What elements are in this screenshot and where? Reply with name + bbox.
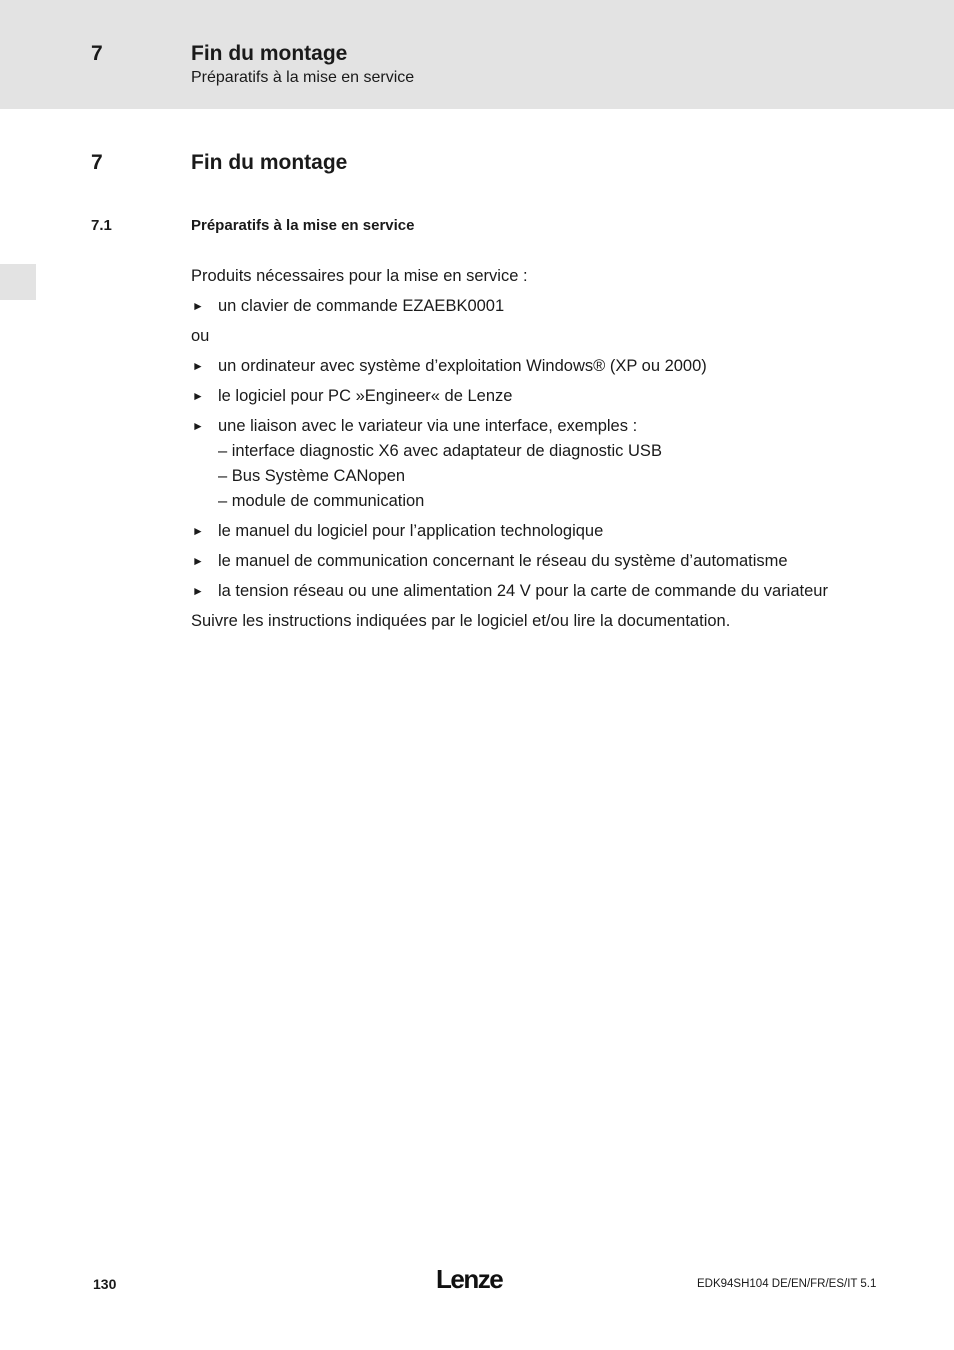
- lenze-logo: [436, 1262, 516, 1292]
- sub-item: – interface diagnostic X6 avec adaptateur de diagnostic USB: [218, 442, 662, 460]
- list-item-text: une liaison avec le variateur via une interface, exemples :: [218, 417, 638, 435]
- header-chapter-number: 7: [91, 42, 103, 65]
- list-item: [191, 579, 881, 604]
- chapter-title: Fin du montage: [191, 151, 348, 174]
- list-item: [191, 384, 881, 409]
- list-item-text: un clavier de commande EZAEBK0001: [218, 297, 505, 315]
- bullet-arrow-icon: ►: [192, 554, 204, 568]
- list-item: [191, 519, 881, 544]
- chapter-side-tab: [0, 264, 36, 300]
- bullet-arrow-icon: ►: [192, 359, 204, 373]
- list-item: [191, 414, 881, 514]
- list-item-text: un ordinateur avec système d’exploitation Windows® (XP ou 2000): [218, 357, 707, 375]
- section-title: Préparatifs à la mise en service: [191, 217, 415, 234]
- list-item-text: le manuel de communication concernant le réseau du système d’automatisme: [218, 552, 788, 570]
- list-item-text: la tension réseau ou une alimentation 24 V pour la carte de commande du variateur: [218, 582, 828, 600]
- bullet-arrow-icon: ►: [192, 419, 204, 433]
- list-item-text: le logiciel pour PC »Engineer« de Lenze: [218, 387, 513, 405]
- bullet-arrow-icon: ►: [192, 389, 204, 403]
- section-body: [191, 264, 881, 639]
- header-chapter-title: Fin du montage: [191, 42, 348, 65]
- bullet-arrow-icon: ►: [192, 524, 204, 538]
- list-item: [191, 549, 881, 574]
- intro-text: Produits nécessaires pour la mise en service :: [191, 267, 528, 285]
- bullet-arrow-icon: ►: [192, 584, 204, 598]
- svg-text:Lenze: Lenze: [436, 1264, 503, 1292]
- section-number: 7.1: [91, 217, 112, 234]
- chapter-number: 7: [91, 151, 103, 174]
- header-subtitle: Préparatifs à la mise en service: [191, 69, 415, 86]
- or-text: ou: [191, 327, 210, 345]
- document-reference: EDK94SH104 DE/EN/FR/ES/IT 5.1: [697, 1278, 877, 1290]
- bullet-arrow-icon: ►: [192, 299, 204, 313]
- list-item: [191, 294, 881, 319]
- page-header: [0, 0, 954, 109]
- list-item-text: le manuel du logiciel pour l’application technologique: [218, 522, 604, 540]
- sub-item: – module de communication: [218, 492, 425, 510]
- list-item: [191, 354, 881, 379]
- closing-text: Suivre les instructions indiquées par le logiciel et/ou lire la documentation.: [191, 612, 731, 630]
- sub-item: – Bus Système CANopen: [218, 467, 406, 485]
- page-number: 130: [93, 1276, 117, 1292]
